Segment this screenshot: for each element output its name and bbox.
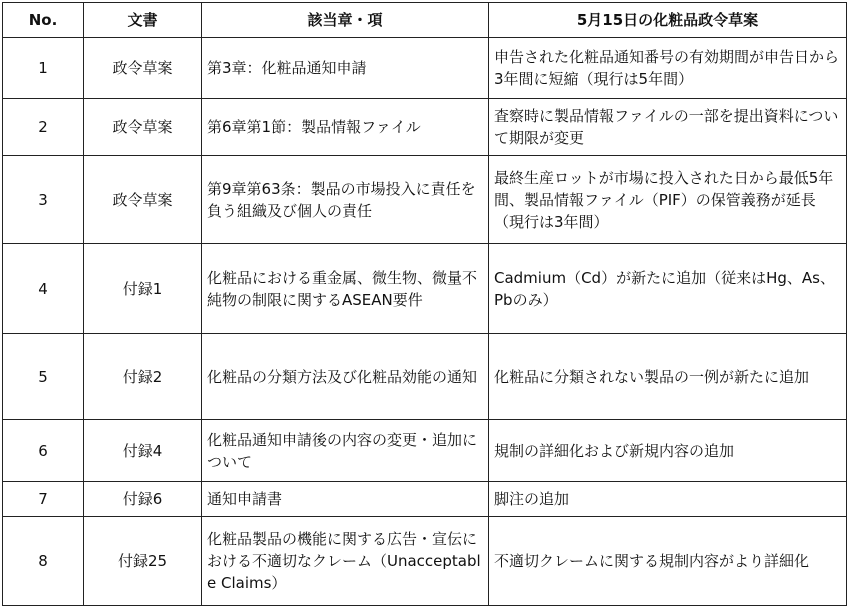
table-row [3, 420, 847, 482]
row-no: 6 [3, 420, 84, 482]
row-no: 2 [3, 99, 84, 156]
row-document: 付録6 [84, 482, 202, 517]
row-document: 付録4 [84, 420, 202, 482]
row-change: 申告された化粧品通知番号の有効期間が申告日から3年間に短縮（現行は5年間） [489, 38, 847, 99]
row-no: 4 [3, 244, 84, 334]
row-no: 7 [3, 482, 84, 517]
row-section: 第9章第63条：製品の市場投入に責任を負う組織及び個人の責任 [202, 156, 489, 244]
header-section: 該当章・項 [202, 3, 489, 38]
row-section: 第3章：化粧品通知申請 [202, 38, 489, 99]
row-document: 政令草案 [84, 38, 202, 99]
table-row [3, 482, 847, 517]
row-section: 通知申請書 [202, 482, 489, 517]
table-row [3, 156, 847, 244]
row-change: 化粧品に分類されない製品の一例が新たに追加 [489, 334, 847, 420]
row-change: 最終生産ロットが市場に投入された日から最低5年間、製品情報ファイル（PIF）の保管義務が延長（現行は3年間） [489, 156, 847, 244]
row-change: 脚注の追加 [489, 482, 847, 517]
comparison-table [2, 2, 847, 606]
row-no: 5 [3, 334, 84, 420]
row-change: 査察時に製品情報ファイルの一部を提出資料について期限が変更 [489, 99, 847, 156]
row-document: 付録25 [84, 517, 202, 606]
row-section: 第6章第1節：製品情報ファイル [202, 99, 489, 156]
row-section: 化粧品通知申請後の内容の変更・追加について [202, 420, 489, 482]
table-row [3, 99, 847, 156]
row-change: Cadmium（Cd）が新たに追加（従来はHg、As、Pbのみ） [489, 244, 847, 334]
header-no: No. [3, 3, 84, 38]
header-document: 文書 [84, 3, 202, 38]
table-row [3, 517, 847, 606]
table-row [3, 244, 847, 334]
row-section: 化粧品における重金属、微生物、微量不純物の制限に関するASEAN要件 [202, 244, 489, 334]
header-row [3, 3, 847, 38]
row-section: 化粧品製品の機能に関する広告・宣伝における不適切なクレーム（Unacceptable Claims） [202, 517, 489, 606]
row-document: 政令草案 [84, 99, 202, 156]
row-document: 政令草案 [84, 156, 202, 244]
table-row [3, 38, 847, 99]
row-no: 3 [3, 156, 84, 244]
row-change: 不適切クレームに関する規制内容がより詳細化 [489, 517, 847, 606]
row-no: 8 [3, 517, 84, 606]
row-document: 付録1 [84, 244, 202, 334]
row-no: 1 [3, 38, 84, 99]
row-section: 化粧品の分類方法及び化粧品効能の通知 [202, 334, 489, 420]
table-row [3, 334, 847, 420]
row-document: 付録2 [84, 334, 202, 420]
row-change: 規制の詳細化および新規内容の追加 [489, 420, 847, 482]
header-draft-change: 5月15日の化粧品政令草案 [489, 3, 847, 38]
